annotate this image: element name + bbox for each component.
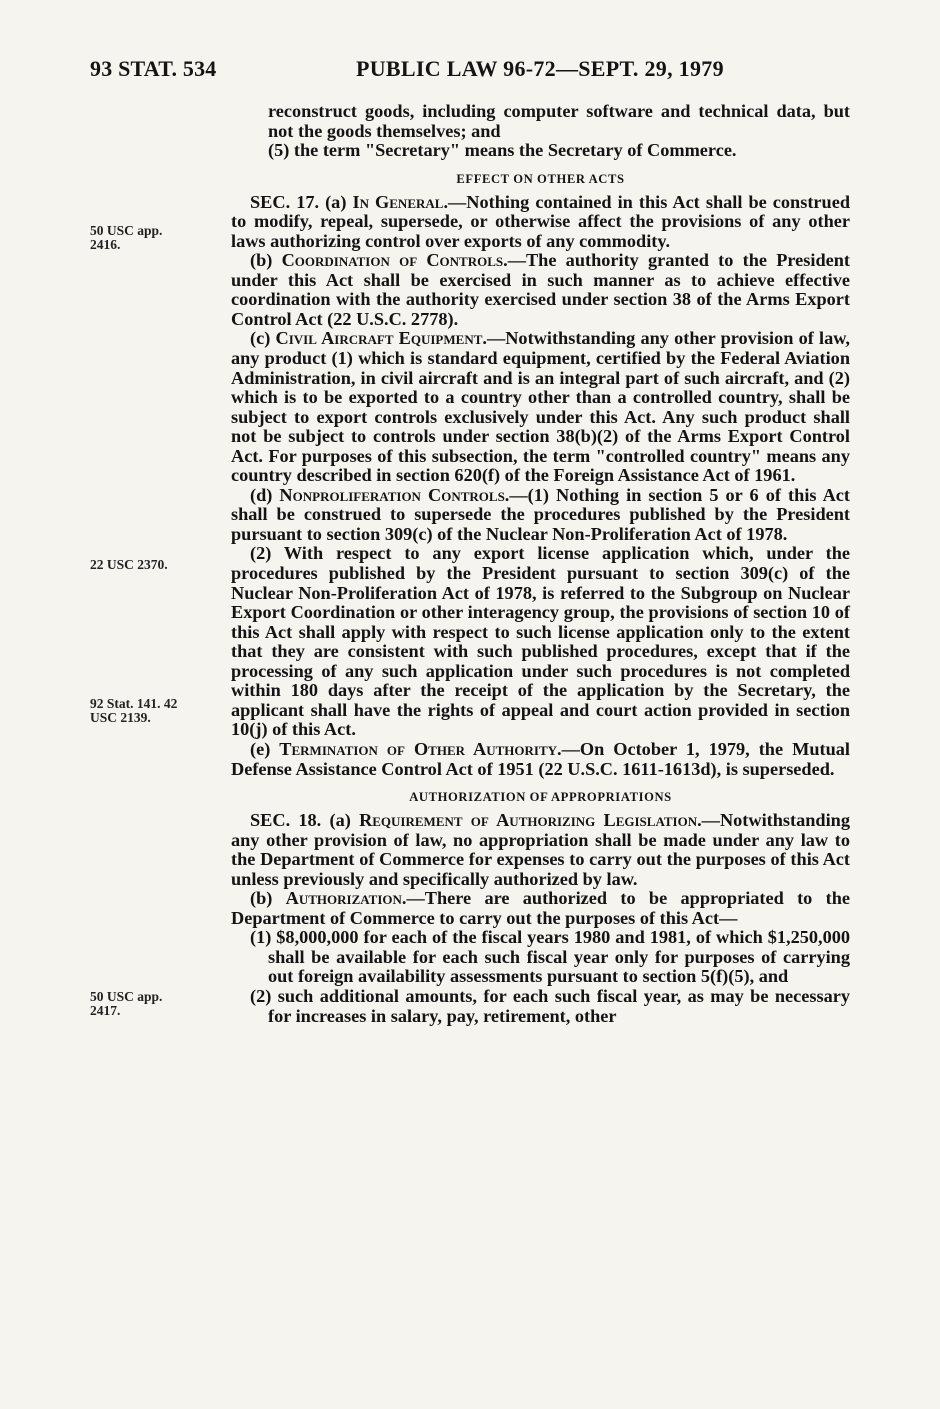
sec18a-lead: SEC. 18. (a) [250, 810, 351, 831]
section-17e [231, 740, 850, 779]
section-18b-1: (1) $8,000,000 for each of the fiscal years 1980 and 1981, of which $1,250,000 shall be available for each such fiscal year only for purposes of carrying out foreign availability assessments pursuant to section 5(f)(5), and [250, 927, 850, 987]
section-17c [231, 329, 850, 485]
sec18a-title: Requirement of Authorizing Legislation. [359, 810, 702, 831]
sec17e-lead: (e) [250, 738, 271, 759]
stat-page-reference: 93 STAT. 534 [90, 56, 217, 81]
sec18a-text: —Notwithstanding any other provision of law, no appropriation shall be made under any law to the Department of Commerce for expenses to carry out the purposes of this Act unless previously and specifically authorized by law. [231, 810, 850, 889]
section-18b-2: (2) such additional amounts, for each such fiscal year, as may be necessary for increases in salary, pay, retirement, other [250, 985, 850, 1026]
sec17a-text: —Nothing contained in this Act shall be construed to modify, repeal, supersede, or otherwise affect the provisions of any other laws authorizing control over exports of any commodity. [231, 191, 850, 251]
section-18b [231, 889, 850, 928]
sec17e-text: —On October 1, 1979, the Mutual Defense Assistance Control Act of 1951 (22 U.S.C. 1611-1613d), is superseded. [231, 738, 850, 779]
margin-note-92-stat-141: 92 Stat. 141. 42 USC 2139. [90, 696, 178, 725]
margin-note-22-usc-2370: 22 USC 2370. [90, 557, 168, 572]
margin-note-50-usc-2417: 50 USC app. 2417. [90, 989, 163, 1018]
heading-effect-on-other-acts: EFFECT ON OTHER ACTS [456, 171, 625, 186]
sec17b-text: —The authority granted to the President under this Act shall be exercised in such manner as to achieve effective coordination with the authority exercised under section 38 of the Arms Export Control Act (22 U.S.C. 2778). [231, 250, 850, 329]
sec17c-text: —Notwithstanding any other provision of law, any product (1) which is standard equipment, certified by the Federal Aviation Administration, in civil aircraft and is an integral part of such aircraft, and (2) which is to be exported to a country other than a controlled country, shall be subject to export controls exclusively under this Act. Any such product shall not be subject to controls under section 38(b)(2) of the Arms Export Control Act. For purposes of this subsection, the term "controlled country" means any country described in section 620(f) of the Foreign Assistance Act of 1961. [231, 328, 850, 486]
public-law-title: PUBLIC LAW 96-72—SEPT. 29, 1979 [356, 56, 724, 81]
heading-authorization-of-appropriations: AUTHORIZATION OF APPROPRIATIONS [409, 790, 672, 805]
sec18b-title: Authorization. [285, 888, 407, 909]
section-17d [231, 486, 850, 545]
sec17c-lead: (c) [250, 328, 271, 349]
document-body [231, 102, 850, 1026]
margin-note-50-usc-2416: 50 USC app. 2416. [90, 223, 163, 252]
section-17a [231, 193, 850, 252]
sec17b-title: Coordination of Controls. [281, 250, 508, 271]
sec18b-lead: (b) [250, 888, 273, 909]
section-18a [231, 811, 850, 889]
section-17d-2: (2) With respect to any export license application which, under the procedures published by the President pursuant to section 309(c) of the Nuclear Non-Proliferation Act of 1978, is referred to the Subgroup on Nuclear Export Coordination or other interagency group, the provisions of section 10 of this Act shall apply with respect to such license application only to the extent that they are consistent with such published procedures, except that if the processing of any such application under such procedures is not completed within 180 days after the receipt of the application by the Secretary, the applicant shall have the rights of appeal and court action provided in section 10(j) of this Act. [231, 543, 850, 740]
sec17e-title: Termination of Other Authority. [279, 738, 562, 759]
sec17b-lead: (b) [250, 250, 273, 271]
sec17a-lead: SEC. 17. (a) [250, 191, 347, 212]
paragraph-reconstruct: reconstruct goods, including computer software and technical data, but not the goods themselves; and [268, 101, 850, 141]
section-17b [231, 251, 850, 329]
page-header [90, 56, 850, 86]
sec17a-title: In General. [352, 191, 449, 212]
sec17c-title: Civil Aircraft Equipment. [275, 328, 487, 349]
paragraph-secretary-definition: (5) the term "Secretary" means the Secretary of Commerce. [268, 140, 737, 161]
sec17d-text: —(1) Nothing in section 5 or 6 of this Act shall be construed to supersede the procedures published by the President pursuant to section 309(c) of the Nuclear Non-Proliferation Act of 1978. [231, 484, 850, 544]
sec17d-lead: (d) [250, 484, 273, 505]
sec17d-title: Nonproliferation Controls. [279, 484, 510, 505]
sec18b-text: —There are authorized to be appropriated to the Department of Commerce to carry out the purposes of this Act— [231, 888, 850, 928]
